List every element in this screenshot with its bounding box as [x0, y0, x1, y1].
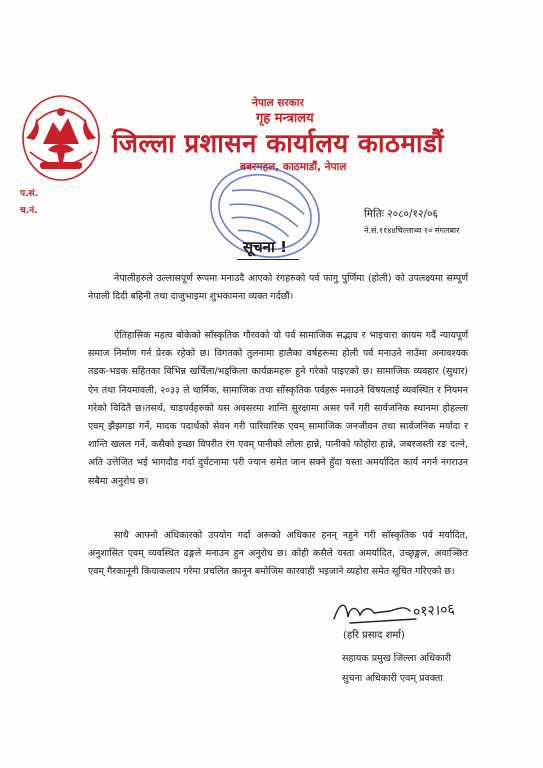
office-name: जिल्ला प्रशासन कार्यालय काठमाडौं [112, 129, 444, 159]
office-address: बबरमहल, काठमाडौं, नेपाल [240, 161, 347, 173]
notice-paragraph-3 [88, 527, 468, 582]
paragraph-text: ऐतिहासिक महत्व बोकेको साँस्कृतिक गौरवको यो पर्व सामाजिक सद्भाव र भाइचारा कायम गर्दै न्यायपूर्ण समाज निर्माण गर्न प्रेरक रहेको छ। विगतको तुलनामा हालैका वर्षहरूमा होली पर्व मनाउने नाउँमा अनावश्यक तडक-भडक सहितका विभिन्न खर्चिला/भड्किला कार्यक्रमहरू हुने गरेको पाइएको छ। सामाजिक व्यवहार (सुधार) ऐन तथा नियमावली, २०३३ ले धार्मिक, सामाजिक तथा साँस्कृतिक पर्वहरू मनाउने विषयलाई व्यवस्थित र नियमन गरेको विदितै छ।तसर्थ, चाडपर्वहरुको यस अवसरमा शान्ति सुरक्षामा असर पर्ने गरी सार्वजनिक स्थानमा होहल्ला एवम् झैझगडा गर्ने, मादक पदार्थको सेवन गरी पारिवारिक एवम् सामाजिक जनजीवन तथा सार्वजनिक मर्यादा र शान्ति खलल गर्ने, कसैको इच्छा विपरीत रंग एवम् पानीको लोला हान्ने, पानीको फोहोरा हान्ने, जबरजस्ती रङ दल्ने, अति उत्तेजित भई भागदौड गर्दा दुर्घटनामा परी ज्यान समेत जान सक्ने हुँदा यस्ता अमर्यादित कार्य नगर्न नगराउन सबैमा अनुरोध छ। [88, 330, 468, 487]
notice-paragraph-2 [88, 327, 468, 491]
paragraph-text: नेपालीहरुले उल्लासपूर्ण रूपमा मनाउदै आएको रंगहरुको पर्व फागु पुर्णिमा (होली) को उपलक्ष्यमा सम्पूर्ण नेपाली दिदी बहिनी तथा दाजुभाइमा शुभकामना व्यक्त गर्दछौं। [88, 273, 468, 303]
dispatch-number-label: च.नं. [20, 206, 38, 216]
signer-role: सुचना अधिकारी एवम् प्रवक्ता [342, 673, 443, 684]
nepal-sambat-date: ने.सं.११४४चिल्लाथ्व १० मंगलबार [364, 226, 460, 235]
notice-paragraph-1 [88, 270, 468, 306]
signature-date: ०१२।०६ [412, 601, 456, 621]
signer-designation: सहायक प्रमुख जिल्ला अधिकारी [342, 653, 452, 664]
title-underline [237, 259, 299, 260]
signer-name: (हरि प्रसाद शर्मा) [343, 630, 405, 641]
ministry-name: गृह मन्त्रालय [256, 111, 314, 126]
paragraph-text: साथै आफ्नो अधिकारको उपयोग गर्दा अरूको अधिकार हनन् नहुने गरी साँस्कृतिक पर्व मर्यादित, अनुशासित एवम् व्यवस्थित ढङ्गले मनाउन हुन अनुरोध छ। कोही कसैले यस्ता अमर्यादित, उच्छृङ्खल, अवाञ्छित एवम् गैरकानूनी कियाकलाप गरेमा प्रचलित कानून बमोजिम कारवाही भइजाने व्यहोरा समेत सूचित गरिएको छ। [88, 530, 468, 578]
reference-number-label: प.सं. [20, 189, 39, 199]
government-name: नेपाल सरकार [252, 97, 304, 109]
notice-title: सूचना ! [243, 238, 287, 256]
notice-date: मितिः २०८०/१२/०६ [364, 208, 438, 220]
nepal-emblem-icon [18, 92, 104, 184]
